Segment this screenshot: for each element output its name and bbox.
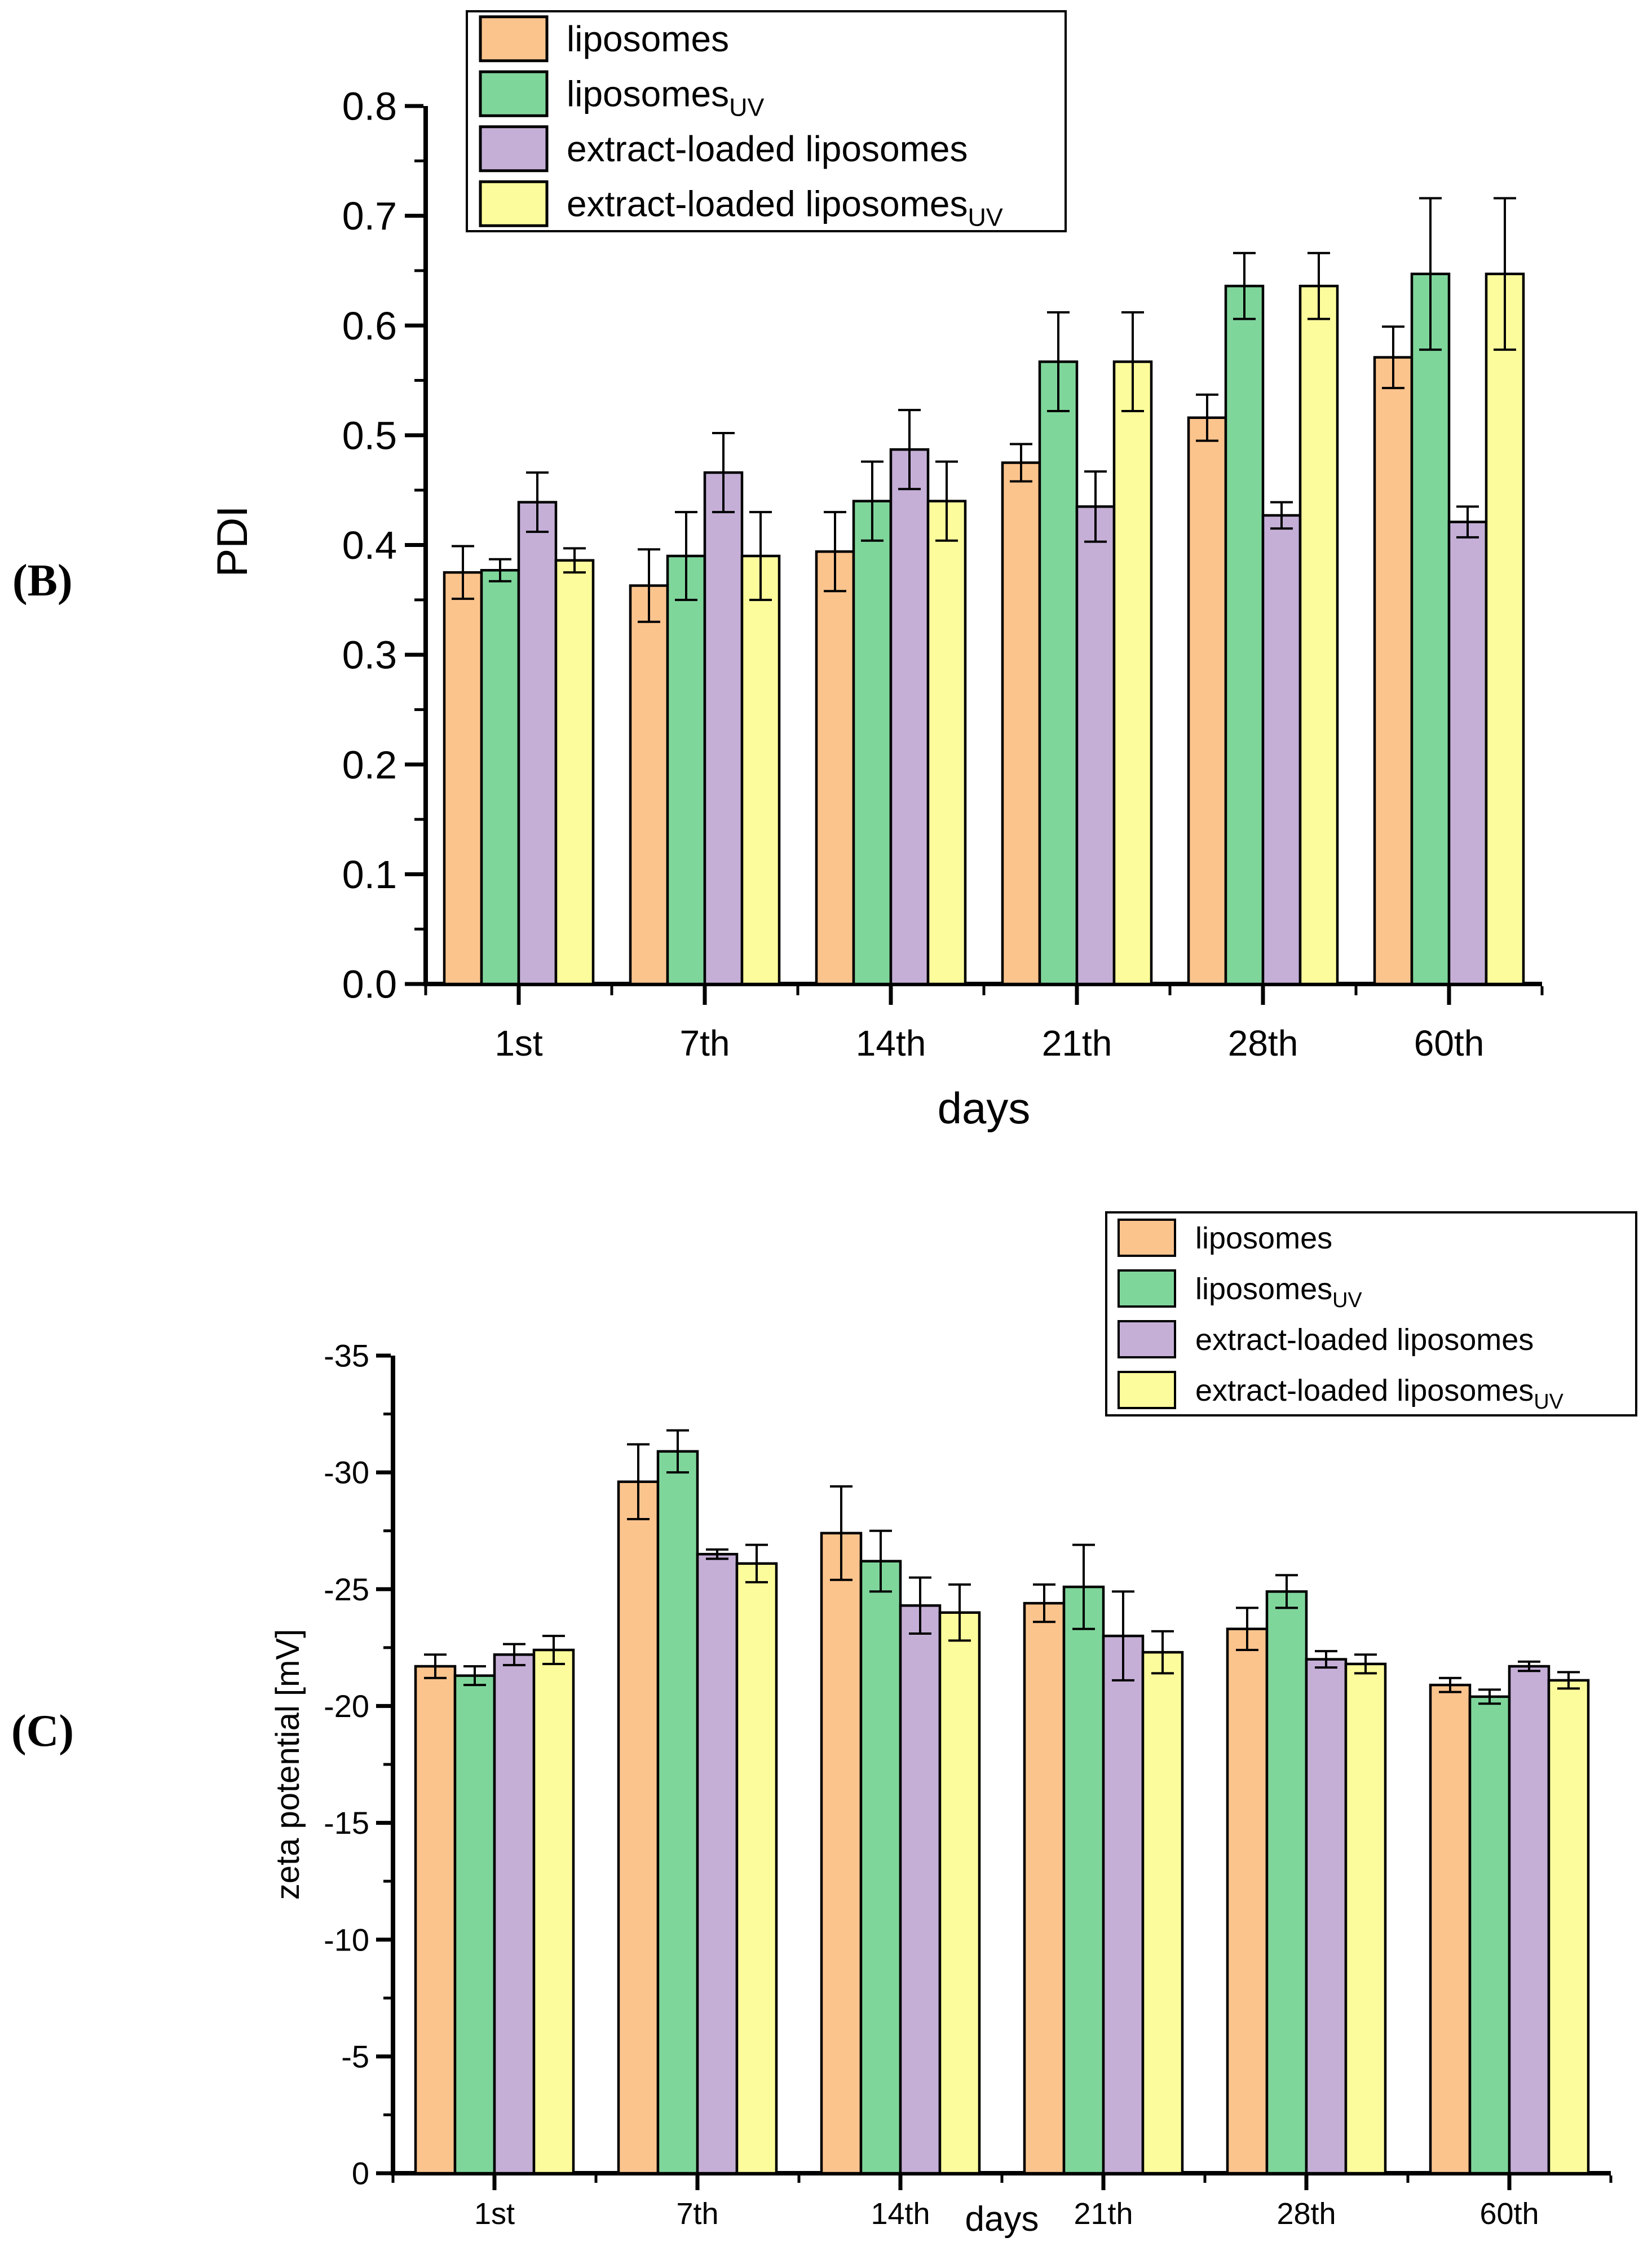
legend-label-subscript: UV [1332,1288,1362,1312]
legend-swatch [480,127,547,171]
legend [467,11,1066,231]
x-tick-label: 21th [1074,2197,1133,2231]
legend-label-subscript: UV [968,203,1003,232]
bar [494,1654,534,2173]
bar [861,1561,900,2173]
bar [1486,274,1523,984]
y-tick-label: 0.7 [342,194,397,239]
legend-label: liposomes [1195,1221,1333,1255]
x-axis-title: days [965,2200,1039,2239]
y-tick-label: 0.0 [342,962,397,1007]
bar [1346,1664,1385,2173]
bar [1375,358,1412,984]
bar [1549,1680,1588,2173]
y-axis-title: PDI [209,505,257,577]
x-tick-label: 14th [855,1023,926,1063]
bar [1064,1587,1103,2173]
panel-label-b: (B) [12,556,73,606]
bar [1300,286,1337,984]
x-tick-label: 60th [1414,1023,1485,1063]
bar [1002,463,1040,984]
bar [534,1650,573,2173]
bar [630,586,668,984]
y-tick-label: -25 [324,1571,369,1607]
legend-swatch [1119,1321,1175,1357]
bar [1077,506,1114,984]
bar [1430,1685,1470,2173]
legend [1106,1212,1636,1415]
bar [1267,1591,1306,2173]
legend-swatch [480,17,547,61]
legend-swatch [1119,1270,1175,1307]
bar [455,1676,494,2173]
x-tick-label: 1st [474,2197,515,2231]
bar [482,570,519,984]
bar [900,1605,940,2173]
bar [742,556,779,984]
bar [737,1564,776,2173]
bar [854,501,891,984]
y-tick-label: 0.2 [342,743,397,787]
chart-zeta-potential [270,1212,1636,2239]
y-tick-label: -10 [324,1922,369,1958]
bar [816,551,854,984]
legend-swatch [1119,1220,1175,1256]
legend-label-subscript: UV [729,93,765,122]
bar [1143,1652,1182,2173]
bar [1024,1603,1064,2173]
y-tick-label: 0.1 [342,852,397,897]
bar [444,572,482,984]
chart-pdi [209,11,1542,1133]
legend-label: liposomes$_{UV}$ [1195,1272,1362,1312]
y-tick-label: -15 [324,1805,369,1841]
x-tick-label: 1st [494,1023,543,1063]
bar [1226,286,1263,984]
bar [1412,274,1449,984]
legend-label: liposomes [567,19,730,60]
bar [1227,1629,1267,2173]
legend-label: extract-loaded liposomes$_{UV}$ [567,183,1003,232]
panel-label-c: (C) [11,1706,74,1756]
bar [928,501,965,984]
legend-swatch [480,72,547,116]
y-tick-label: 0.5 [342,413,397,458]
x-tick-label: 28th [1227,1023,1298,1063]
x-tick-label: 14th [871,2197,930,2231]
y-tick-label: 0.4 [342,523,397,567]
legend-label: extract-loaded liposomes$_{UV}$ [1195,1373,1563,1414]
legend-label: extract-loaded liposomes [567,129,968,170]
bar [1114,361,1151,984]
legend-swatch [480,182,547,226]
y-axis-title: zeta potential [mV] [270,1629,306,1900]
y-tick-label: 0.6 [342,303,397,348]
legend-label: extract-loaded liposomes [1195,1322,1534,1357]
bar [1263,515,1300,984]
y-tick-label: 0.8 [342,84,397,129]
bar [1103,1636,1143,2173]
x-tick-label: 60th [1479,2197,1539,2231]
bar [1449,522,1486,984]
bar [519,502,556,984]
x-tick-label: 7th [679,1023,730,1063]
bar [891,449,928,984]
bar [1306,1660,1346,2173]
legend-swatch [1119,1372,1175,1408]
bar [416,1666,455,2173]
bar [1040,361,1077,984]
y-tick-label: -20 [324,1688,369,1724]
x-tick-label: 7th [676,2197,719,2231]
y-tick-label: -35 [324,1338,369,1374]
x-tick-label: 21th [1041,1023,1112,1063]
x-tick-label: 28th [1276,2197,1336,2231]
bar [658,1451,697,2173]
bar [556,561,593,984]
legend-label: liposomes$_{UV}$ [567,73,765,122]
bar [821,1533,861,2173]
bar [1509,1666,1549,2173]
bar [940,1613,979,2173]
legend-label-subscript: UV [1534,1389,1563,1414]
bar [1470,1697,1509,2173]
y-tick-label: -30 [324,1454,369,1490]
y-tick-label: 0 [351,2155,369,2191]
bar [619,1482,658,2173]
bar [697,1554,737,2173]
y-tick-label: 0.3 [342,633,397,677]
y-tick-label: -5 [341,2038,369,2075]
bar [1189,418,1226,984]
bar [705,473,742,984]
bar [668,556,705,984]
x-axis-title: days [937,1083,1031,1133]
